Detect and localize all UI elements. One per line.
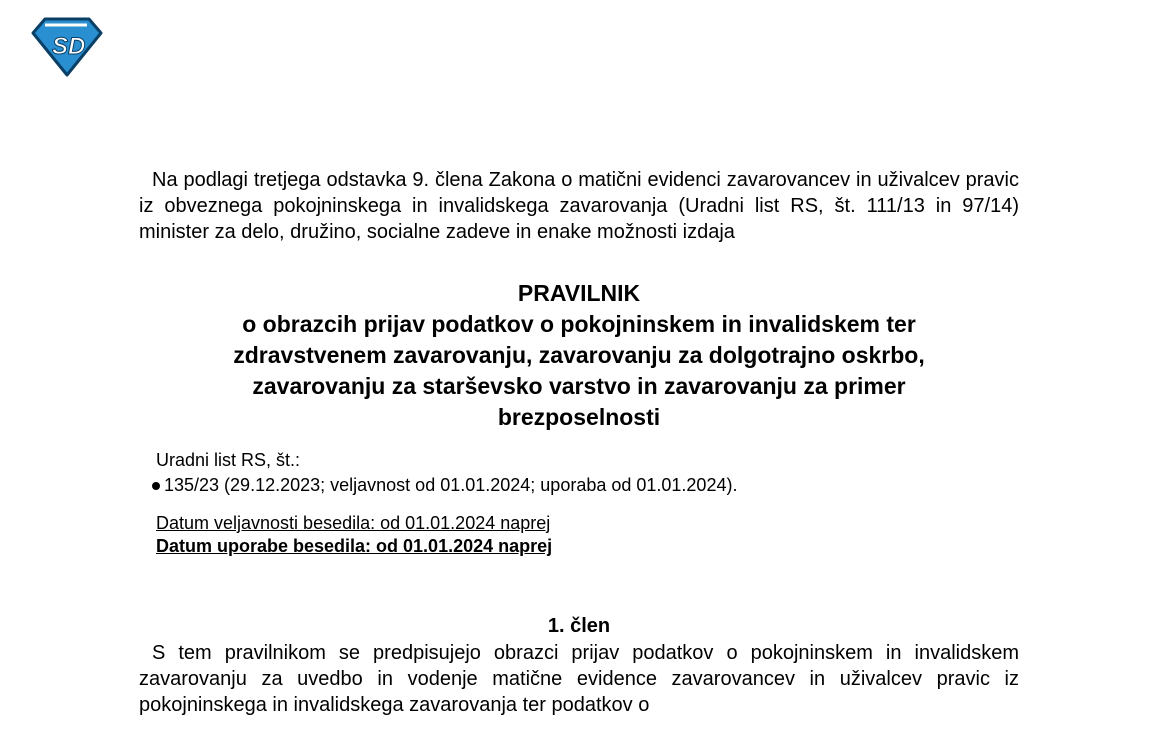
valid-from-text: Datum veljavnosti besedila: od 01.01.2024 naprej (156, 513, 551, 533)
subtitle-line: zavarovanju za starševsko varstvo in zavarovanju za primer (252, 373, 906, 399)
subtitle-line: o obrazcih prijav podatkov o pokojninskem in invalidskem ter (242, 311, 916, 337)
document-body (139, 167, 1019, 718)
gazette-reference (139, 448, 1019, 498)
bullet-icon (152, 482, 160, 490)
applied-from-text: Datum uporabe besedila: od 01.01.2024 naprej (156, 536, 553, 556)
gazette-label: Uradni list RS, št.: (156, 450, 301, 470)
svg-text:SD: SD (52, 33, 86, 60)
validity-dates (139, 512, 1019, 558)
article-heading: 1. člen (547, 615, 611, 637)
gazette-list-item (156, 473, 1019, 498)
sd-logo-icon (31, 17, 103, 77)
subtitle-line: brezposelnosti (497, 404, 661, 430)
article-body: S tem pravilnikom se predpisujejo obrazci prijav podatkov o pokojninskem in invalidskem zavarovanju za uvedbo in vodenje matične evidence zavarovancev in uživalcev pravic iz pokojninskega in invalidskega zavarovanja ter podatkov o (139, 642, 1019, 716)
subtitle-line: zdravstvenem zavarovanju, zavarovanju za dolgotrajno oskrbo, (233, 342, 925, 368)
gazette-item-text: 135/23 (29.12.2023; veljavnost od 01.01.2024; uporaba od 01.01.2024). (164, 475, 738, 495)
document-title: PRAVILNIK (517, 280, 641, 306)
document-subtitle (149, 309, 1009, 433)
preamble-paragraph: Na podlagi tretjega odstavka 9. člena Zakona o matični evidenci zavarovancev in uživalcev pravic iz obveznega pokojninskega in invalidskega zavarovanja (Uradni list RS, št. 111/13 in 97/14) minister za delo, družino, socialne zadeve in enake možnosti izdaja (139, 169, 1019, 243)
